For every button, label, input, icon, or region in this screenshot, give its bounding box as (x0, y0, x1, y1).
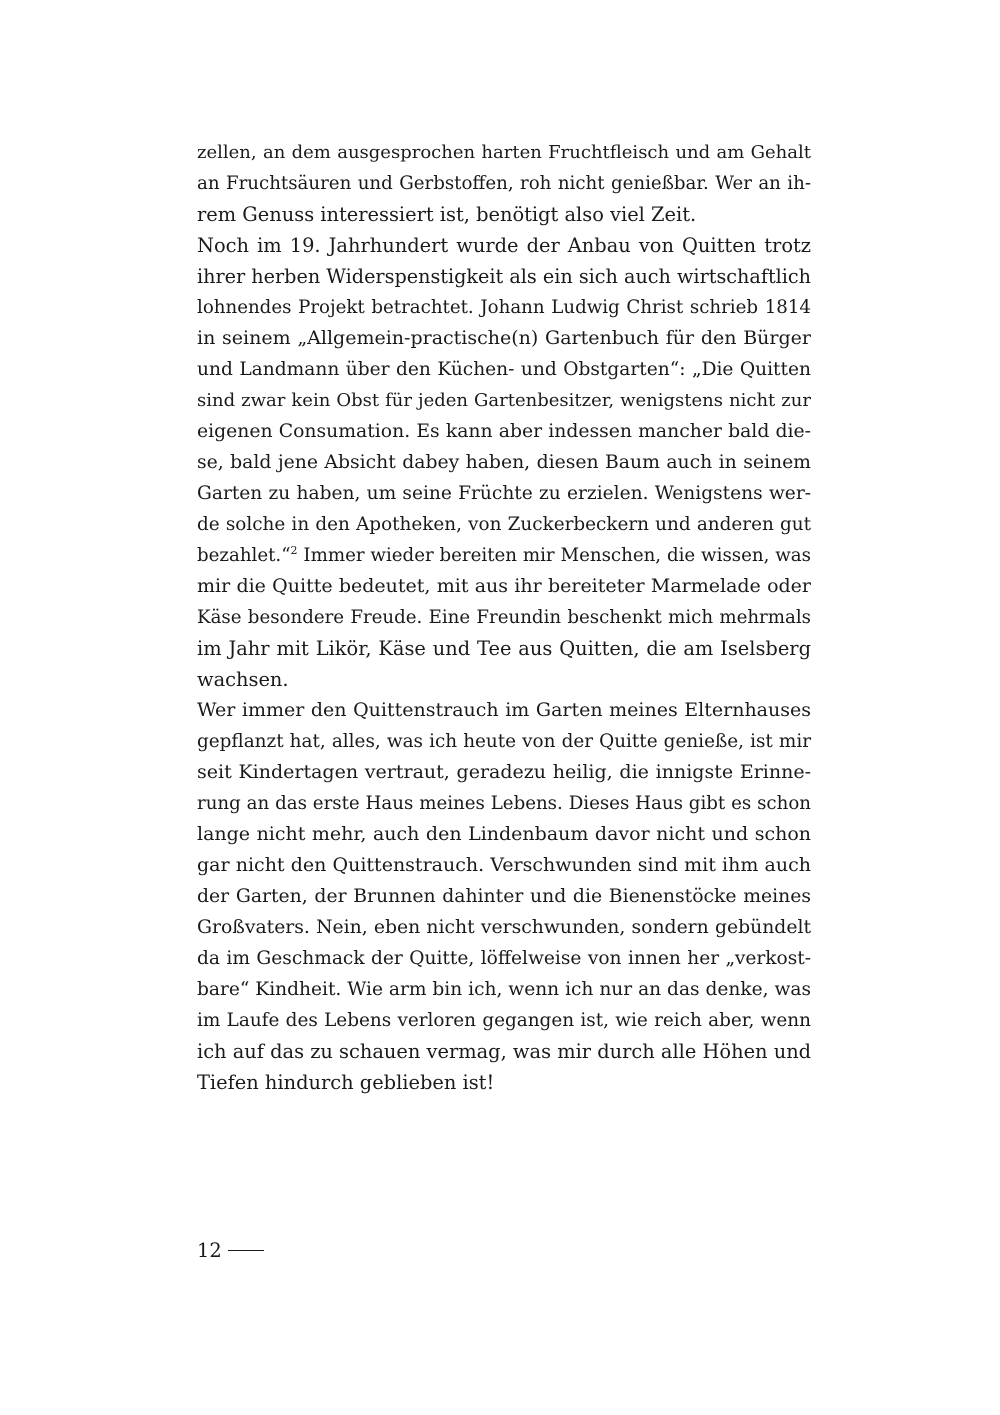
text-line: lange nicht mehr, auch den Lindenbaum davor nicht und schon (197, 823, 811, 845)
text-line-with-footnote (197, 540, 811, 571)
text-line: im Jahr mit Likör, Käse und Tee aus Quitten, die am Iselsberg (197, 637, 811, 660)
text-line: Großvaters. Nein, eben nicht verschwunden, sondern gebündelt (197, 917, 811, 938)
text-fragment: bezahlet.“ (197, 545, 291, 566)
text-line: de solche in den Apotheken, von Zuckerbeckern und anderen gut (197, 514, 811, 535)
text-line: Tiefen hindurch geblieben ist! (197, 1071, 495, 1094)
text-line: ihrer herben Widerspenstigkeit als ein sich auch wirtschaftlich (197, 265, 812, 288)
text-line: wachsen. (197, 668, 289, 691)
text-line: gepflanzt hat, alles, was ich heute von der Quitte genieße, ist mir (197, 731, 811, 752)
footnote-marker: 2 (290, 544, 298, 557)
text-line: im Laufe des Lebens verloren gegangen ist, wie reich aber, wenn (197, 1010, 811, 1031)
text-line: in seinem „Allgemein-practische(n) Gartenbuch für den Bürger (197, 327, 811, 349)
page-number: 12 (197, 1239, 222, 1262)
text-line: Garten zu haben, um seine Früchte zu erzielen. Wenigstens wer- (197, 483, 811, 504)
body-text (197, 137, 811, 1098)
text-line: mir die Quitte bedeutet, mit aus ihr bereiteter Marmelade oder (197, 575, 811, 597)
text-line: zellen, an dem ausgesprochen harten Fruchtfleisch und am Gehalt (197, 142, 811, 163)
text-line: Käse besondere Freude. Eine Freundin beschenkt mich mehrmals (197, 607, 811, 628)
text-line: der Garten, der Brunnen dahinter und die Bienenstöcke meines (197, 886, 811, 907)
text-fragment: Immer wieder bereiten mir Menschen, die wissen, was (297, 545, 811, 566)
folio-rule (228, 1250, 264, 1251)
text-line: sind zwar kein Obst für jeden Gartenbesitzer, wenigstens nicht zur (197, 390, 811, 411)
text-line: rem Genuss interessiert ist, benötigt also viel Zeit. (197, 203, 697, 226)
text-line: rung an das erste Haus meines Lebens. Dieses Haus gibt es schon (197, 793, 811, 814)
text-line: gar nicht den Quittenstrauch. Verschwunden sind mit ihm auch (197, 854, 811, 876)
text-line: da im Geschmack der Quitte, löffelweise von innen her „verkost- (197, 948, 811, 969)
text-line: und Landmann über den Küchen- und Obstgarten“: „Die Quitten (197, 359, 811, 380)
text-line: Noch im 19. Jahrhundert wurde der Anbau von Quitten trotz (197, 234, 811, 257)
text-line: eigenen Consumation. Es kann aber indessen mancher bald die- (197, 421, 811, 442)
text-line: ich auf das zu schauen vermag, was mir durch alle Höhen und (197, 1040, 812, 1063)
text-line: seit Kindertagen vertraut, geradezu heilig, die innigste Erinne- (197, 761, 811, 783)
text-line: se, bald jene Absicht dabey haben, diesen Baum auch in seinem (197, 452, 811, 473)
text-line: bare“ Kindheit. Wie arm bin ich, wenn ich nur an das denke, was (197, 979, 811, 1000)
text-line: lohnendes Projekt betrachtet. Johann Ludwig Christ schrieb 1814 (197, 297, 811, 318)
page-number-footer (197, 1235, 264, 1266)
text-line: Wer immer den Quittenstrauch im Garten meines Elternhauses (197, 699, 811, 721)
text-line: an Fruchtsäuren und Gerbstoffen, roh nicht genießbar. Wer an ih- (197, 173, 811, 194)
